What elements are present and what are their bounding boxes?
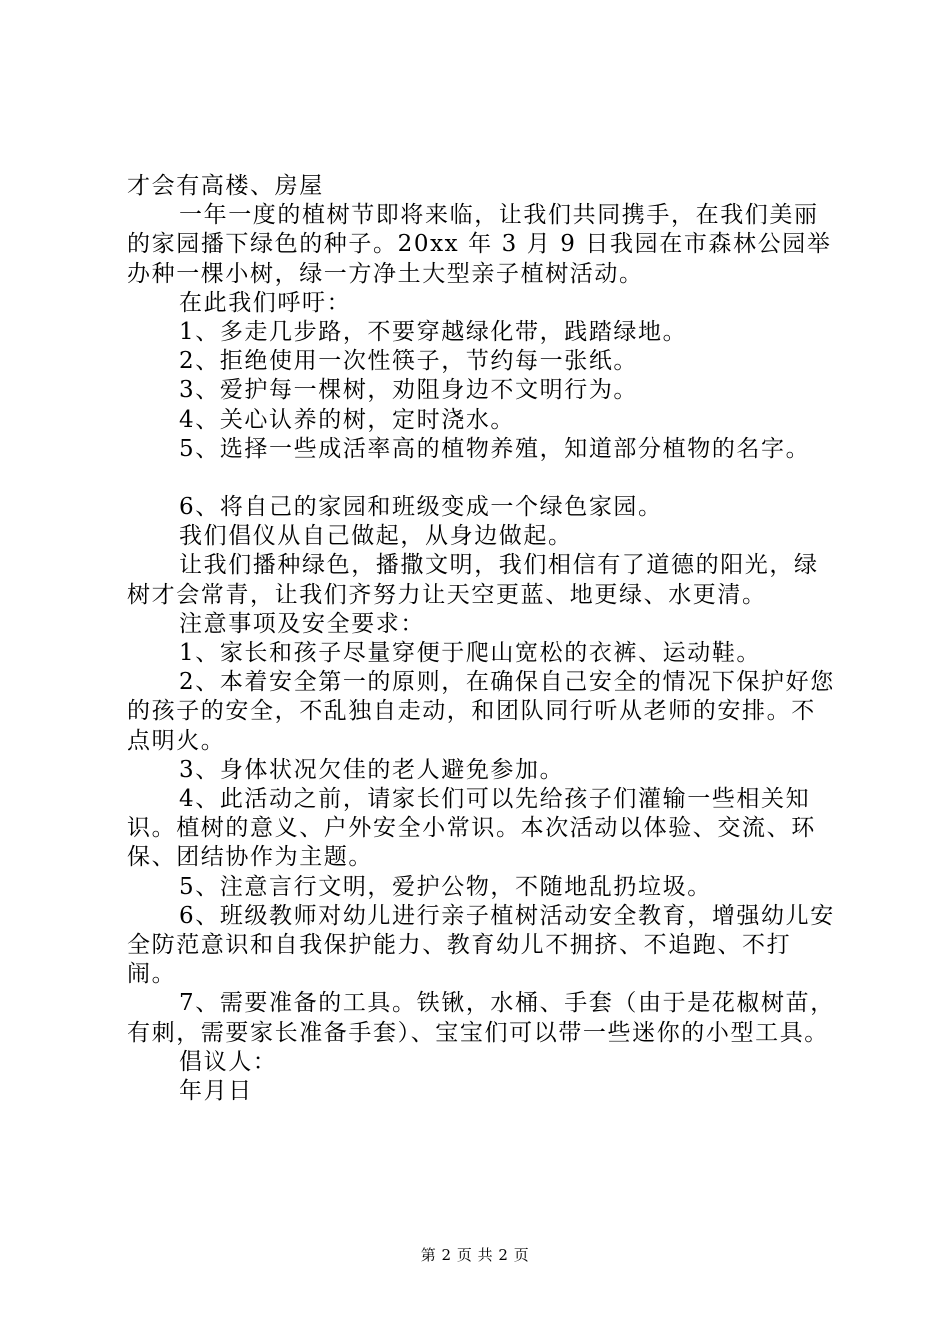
safety-item-2: 2、本着安全第一的原则，在确保自己安全的情况下保护好您的孩子的安全，不乱独自走动，和团队同行听从老师的安排。不点明火。: [127, 669, 835, 754]
safety-item-3: 3、身体状况欠佳的老人避免参加。: [179, 756, 565, 783]
safety-item-4: 4、此活动之前，请家长们可以先给孩子们灌输一些相关知识。植树的意义、户外安全小常识。本次活动以体验、交流、环保、团结协作为主题。: [127, 786, 816, 871]
safety-item-6: 6、班级教师对幼儿进行亲子植树活动安全教育，增强幼儿安全防范意识和自我保护能力、教育幼儿不拥挤、不追跑、不打闹。: [127, 902, 835, 988]
safety-item-7: 7、需要准备的工具。铁锹，水桶、手套（由于是花椒树苗，有刺，需要家长准备手套）、宝宝们可以带一些迷你的小型工具。: [127, 990, 835, 1046]
safety-item-5: 5、注意言行文明，爱护公物，不随地乱扔垃圾。: [179, 873, 712, 900]
paragraph-continuation: 才会有高楼、房屋: [127, 173, 324, 199]
date-label: 年月日: [179, 1078, 253, 1105]
paragraph-initiative: 我们倡仪从自己做起，从身边做起。: [179, 523, 573, 550]
paragraph-gap: [127, 464, 839, 493]
safety-item-1: 1、家长和孩子尽量穿便于爬山宽松的衣裤、运动鞋。: [179, 640, 762, 667]
signature-label: 倡议人：: [179, 1048, 278, 1075]
appeal-item-6: 6、将自己的家园和班级变成一个绿色家园。: [179, 494, 663, 521]
appeal-item-3: 3、爱护每一棵树，劝阻身边不文明行为。: [179, 377, 639, 404]
appeal-item-2: 2、拒绝使用一次性筷子，节约每一张纸。: [179, 348, 639, 375]
appeal-item-4: 4、关心认养的树，定时浇水。: [179, 406, 516, 433]
appeal-item-5: 5、选择一些成活率高的植物养殖，知道部分植物的名字。: [179, 435, 811, 462]
paragraph-intro: 一年一度的植树节即将来临，让我们共同携手，在我们美丽的家园播下绿色的种子。20xx 年 3 月 9 日我园在市森林公园举办种一棵小树，绿一方净土大型亲子植树活动。: [127, 202, 832, 287]
page-footer: 第 2 页 共 2 页: [420, 1246, 530, 1264]
safety-heading: 注意事项及安全要求：: [179, 610, 425, 637]
paragraph-appeal-heading: 在此我们呼吁：: [179, 289, 352, 316]
document-body: [127, 172, 839, 1106]
paragraph-call-to-action: 让我们播种绿色，播撒文明，我们相信有了道德的阳光，绿树才会常青，让我们齐努力让天空更蓝、地更绿、水更清。: [127, 552, 819, 608]
appeal-item-1: 1、多走几步路，不要穿越绿化带，践踏绿地。: [179, 319, 688, 346]
